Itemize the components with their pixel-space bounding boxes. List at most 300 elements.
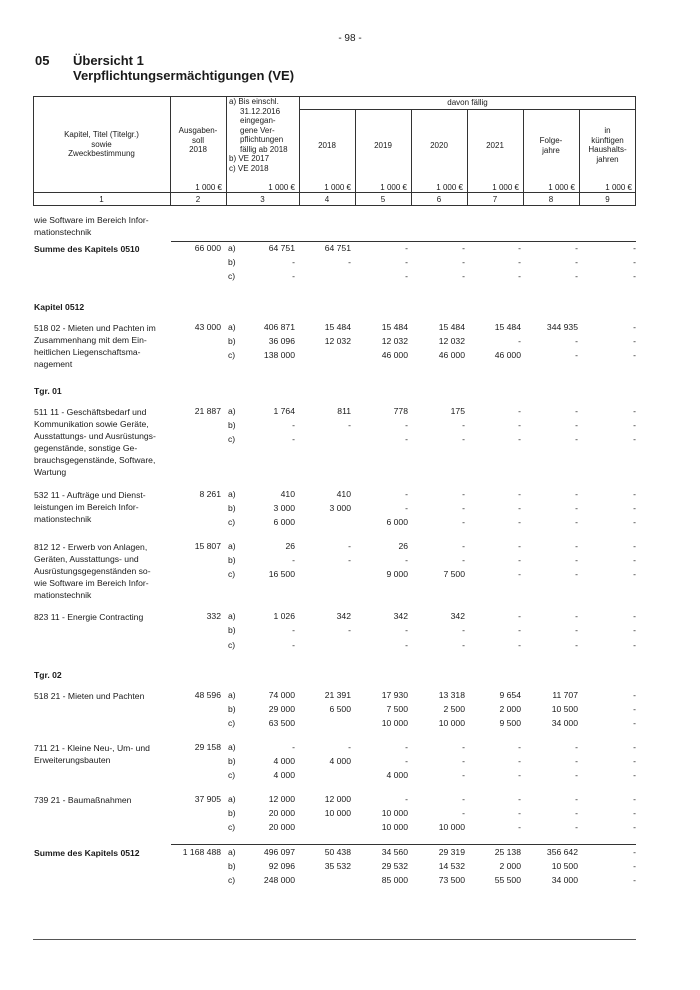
header-colnum: 8 <box>548 195 554 204</box>
row-value: 14 532 <box>438 860 465 871</box>
row-value: 20 000 <box>268 822 295 833</box>
row-value: 46 000 <box>438 349 465 360</box>
row-value: - <box>518 611 521 622</box>
row-label <box>34 214 170 238</box>
header-col-ve-line: eingegan- <box>240 116 276 125</box>
header-folge-line: jahre <box>542 145 560 155</box>
row-label-line: 739 21 - Baumaßnahmen <box>34 795 132 806</box>
row-label <box>34 541 170 601</box>
row-value: - <box>518 794 521 805</box>
row-value: - <box>518 625 521 636</box>
row-value: - <box>348 554 351 565</box>
row-value: - <box>575 794 578 805</box>
row-value: 6 000 <box>273 516 295 527</box>
row-value: - <box>518 756 521 766</box>
row-value: 1 026 <box>273 611 295 622</box>
row-value: - <box>348 625 351 636</box>
header-year-2019-line: 2019 <box>374 141 392 150</box>
row-key: c) <box>228 822 236 833</box>
row-value: 10 000 <box>438 822 465 833</box>
row-value: - <box>633 874 636 885</box>
row-value: - <box>292 257 295 268</box>
title-line-1: Übersicht 1 <box>73 53 144 68</box>
row-key: b) <box>228 625 236 636</box>
row-value: - <box>405 756 408 766</box>
row-value: 7 500 <box>386 703 408 714</box>
row-value: - <box>462 271 465 282</box>
row-value: - <box>633 770 636 781</box>
row-value: - <box>405 639 408 650</box>
row-soll: 332 <box>206 611 221 622</box>
header-unit: 1 000 € <box>605 183 632 192</box>
row-value: - <box>405 271 408 282</box>
row-value: - <box>518 639 521 650</box>
row-value: - <box>405 554 408 565</box>
header-top-border <box>33 96 636 97</box>
row-value: - <box>462 808 465 819</box>
row-value: - <box>348 257 351 268</box>
row-value: - <box>633 321 636 332</box>
row-value: 778 <box>393 405 408 416</box>
row-value: - <box>405 420 408 430</box>
row-label-line: Zusammenhang mit dem Ein- <box>34 334 147 345</box>
page-number: - 98 - <box>338 33 362 44</box>
page-title <box>73 53 294 83</box>
row-label-line: gegenstände, sonstige Ge- <box>34 443 138 454</box>
header-year-2018-line: 2018 <box>318 141 336 150</box>
row-value: - <box>462 488 465 499</box>
row-value: - <box>575 569 578 579</box>
row-value: - <box>575 349 578 360</box>
row-value: 15 484 <box>381 321 408 332</box>
row-value: - <box>575 808 578 819</box>
header-kuenftig <box>579 126 636 164</box>
row-value: 25 138 <box>494 846 521 857</box>
header-kuenftig-line: jahren <box>596 154 619 164</box>
row-value: - <box>633 822 636 833</box>
row-value: 17 930 <box>381 689 408 700</box>
row-label-line: Kommunikation sowie Geräte, <box>34 418 149 429</box>
header-col-soll <box>170 126 226 155</box>
row-value: 29 319 <box>438 846 465 857</box>
header-colnum: 4 <box>324 195 330 204</box>
row-value: 64 751 <box>324 243 351 254</box>
row-label-line: mationstechnik <box>34 227 92 238</box>
row-value: - <box>633 335 636 346</box>
header-col-ve-line: b) VE 2017 <box>229 154 270 163</box>
row-key: a) <box>228 741 236 752</box>
row-value: - <box>575 822 578 833</box>
row-key: a) <box>228 689 236 700</box>
row-key: c) <box>228 874 236 885</box>
row-value: - <box>633 846 636 857</box>
sum-rule <box>171 241 636 242</box>
row-value: - <box>462 243 465 254</box>
row-value: 342 <box>393 611 408 622</box>
row-value: - <box>405 794 408 805</box>
row-value: - <box>462 502 465 513</box>
row-value: 342 <box>336 611 351 622</box>
header-colnum: 9 <box>605 195 610 204</box>
row-value: - <box>633 554 636 565</box>
row-value: - <box>633 689 636 700</box>
row-key: c) <box>228 434 236 445</box>
row-value: - <box>633 569 636 579</box>
row-value: - <box>633 243 636 254</box>
row-value: 85 000 <box>381 874 408 885</box>
header-colnum: 5 <box>380 195 386 204</box>
header-col-label <box>33 130 170 159</box>
row-value: - <box>348 420 351 430</box>
row-value: - <box>405 488 408 499</box>
row-value: 55 500 <box>494 874 521 885</box>
row-label-line: brauchsgegenstände, Software, <box>34 455 156 466</box>
row-value: 138 000 <box>263 349 295 360</box>
row-value: 15 484 <box>438 321 465 332</box>
row-key: a) <box>228 794 236 805</box>
row-value: - <box>518 243 521 254</box>
row-value: 73 500 <box>438 874 465 885</box>
row-value: 11 707 <box>552 689 578 700</box>
header-year-2018 <box>299 141 355 151</box>
header-unit: 1 000 € <box>195 183 222 192</box>
row-value: 64 751 <box>268 243 295 254</box>
row-value: 1 764 <box>273 405 295 416</box>
row-label-line: 711 21 - Kleine Neu-, Um- und <box>34 742 150 753</box>
row-value: - <box>575 502 578 513</box>
row-value: 13 318 <box>438 689 465 700</box>
row-value: - <box>633 257 636 268</box>
row-value: - <box>405 502 408 513</box>
row-value: - <box>462 257 465 268</box>
header-col-label-line: Kapitel, Titel (Titelgr.) <box>64 130 139 139</box>
row-value: - <box>575 639 578 650</box>
row-value: - <box>292 271 295 282</box>
row-value: - <box>518 257 521 268</box>
row-value: 34 560 <box>381 846 408 857</box>
row-value: 4 000 <box>273 756 295 766</box>
row-value: 63 500 <box>268 717 295 728</box>
row-value: - <box>518 488 521 499</box>
header-year-2021-line: 2021 <box>486 141 504 150</box>
row-value: 496 097 <box>263 846 295 857</box>
row-value: 356 642 <box>546 846 578 857</box>
row-value: - <box>633 717 636 728</box>
row-value: - <box>462 741 465 752</box>
row-value: - <box>575 271 578 282</box>
row-value: - <box>633 808 636 819</box>
header-col-ve <box>229 97 297 173</box>
header-year-2020 <box>411 141 467 151</box>
row-key: b) <box>228 420 236 430</box>
row-value: - <box>405 243 408 254</box>
row-value: 36 096 <box>268 335 295 346</box>
row-value: - <box>518 502 521 513</box>
row-value: - <box>575 741 578 752</box>
row-value: - <box>462 540 465 551</box>
row-value: 92 096 <box>268 860 295 871</box>
row-label-line: 518 21 - Mieten und Pachten <box>34 690 145 701</box>
row-value: - <box>518 808 521 819</box>
row-value: 410 <box>336 488 351 499</box>
row-key: b) <box>228 756 236 766</box>
row-value: 10 500 <box>551 703 578 714</box>
row-value: 34 000 <box>551 717 578 728</box>
header-col-label-line: Zweckbestimmung <box>68 149 135 158</box>
row-value: - <box>633 703 636 714</box>
row-label <box>34 611 170 623</box>
row-soll: 43 000 <box>194 321 221 332</box>
row-value: - <box>575 243 578 254</box>
row-value: 12 032 <box>438 335 465 346</box>
row-value: - <box>575 257 578 268</box>
row-label <box>34 243 170 255</box>
row-value: - <box>633 349 636 360</box>
header-unit-divider <box>33 192 636 193</box>
row-value: - <box>518 540 521 551</box>
row-soll: 1 168 488 <box>182 846 221 857</box>
header-unit: 1 000 € <box>548 183 575 192</box>
row-label-line: Summe des Kapitels 0510 <box>34 244 140 255</box>
row-value: - <box>575 516 578 527</box>
row-key: c) <box>228 516 236 527</box>
row-value: 74 000 <box>268 689 295 700</box>
row-value: 10 000 <box>381 717 408 728</box>
section-heading: Tgr. 02 <box>34 669 62 680</box>
row-label-line: Ausstattungs- und Ausrüstungs- <box>34 431 156 442</box>
row-value: - <box>462 516 465 527</box>
row-key: a) <box>228 540 236 551</box>
row-label <box>34 489 170 525</box>
row-value: - <box>292 639 295 650</box>
row-label <box>34 690 170 702</box>
footer-divider <box>33 939 636 940</box>
row-value: 12 000 <box>324 794 351 805</box>
header-year-2020-line: 2020 <box>430 141 448 150</box>
row-value: 4 000 <box>273 770 295 781</box>
row-value: 12 000 <box>268 794 295 805</box>
row-value: 29 000 <box>268 703 295 714</box>
row-value: 12 032 <box>381 335 408 346</box>
row-value: - <box>518 741 521 752</box>
header-davon <box>299 98 636 108</box>
section-number: 05 <box>35 53 50 68</box>
row-value: 46 000 <box>494 349 521 360</box>
row-key: a) <box>228 488 236 499</box>
row-value: 10 000 <box>324 808 351 819</box>
row-soll: 21 887 <box>194 405 221 416</box>
header-col-ve-line: a) Bis einschl. <box>229 97 279 106</box>
row-value: - <box>292 741 295 752</box>
row-value: 26 <box>398 540 408 551</box>
row-value: 406 871 <box>263 321 295 332</box>
row-soll: 66 000 <box>194 243 221 254</box>
row-value: - <box>462 639 465 650</box>
row-key: c) <box>228 349 236 360</box>
row-label-line: wie Software im Bereich Infor- <box>34 578 149 589</box>
row-value: - <box>518 554 521 565</box>
header-col-ve-line: 31.12.2016 <box>240 106 281 116</box>
row-value: - <box>518 271 521 282</box>
row-value: 35 532 <box>324 860 351 871</box>
row-value: - <box>575 405 578 416</box>
row-value: 10 000 <box>381 808 408 819</box>
row-value: - <box>462 420 465 430</box>
row-label-line: 518 02 - Mieten und Pachten im <box>34 322 156 333</box>
row-label <box>34 742 170 766</box>
row-label-line: mationstechnik <box>34 590 92 601</box>
row-value: - <box>462 770 465 781</box>
row-value: - <box>405 625 408 636</box>
row-value: - <box>575 335 578 346</box>
row-value: - <box>575 488 578 499</box>
header-year-2019 <box>355 141 411 151</box>
row-label <box>34 794 170 806</box>
row-label-line: nagement <box>34 358 73 369</box>
row-value: 10 000 <box>381 822 408 833</box>
row-value: - <box>575 540 578 551</box>
row-value: - <box>633 271 636 282</box>
row-value: - <box>633 516 636 527</box>
row-key: b) <box>228 554 236 565</box>
header-unit: 1 000 € <box>324 183 351 192</box>
header-year-2021 <box>467 141 523 151</box>
row-label <box>34 322 170 370</box>
row-value: - <box>575 420 578 430</box>
row-value: 9 500 <box>499 717 521 728</box>
row-value: - <box>518 420 521 430</box>
header-folge <box>523 136 579 155</box>
row-value: - <box>518 434 521 445</box>
row-label-line: leistungen im Bereich Infor- <box>34 501 139 512</box>
row-value: - <box>292 434 295 445</box>
row-value: - <box>633 625 636 636</box>
row-label-line: 823 11 - Energie Contracting <box>34 612 144 623</box>
row-value: - <box>633 540 636 551</box>
row-value: 15 484 <box>494 321 521 332</box>
row-key: b) <box>228 502 236 513</box>
sum-rule <box>171 844 636 845</box>
section-heading: Tgr. 01 <box>34 385 62 396</box>
row-value: - <box>633 741 636 752</box>
row-value: - <box>405 741 408 752</box>
row-value: - <box>292 554 295 565</box>
header-davon-line: davon fällig <box>447 98 488 107</box>
header-colnum: 3 <box>260 195 265 204</box>
row-value: 344 935 <box>546 321 578 332</box>
row-key: a) <box>228 243 236 254</box>
row-value: - <box>348 540 351 551</box>
row-label-line: Erweiterungsbauten <box>34 754 111 765</box>
header-col-soll-line: soll <box>191 135 204 145</box>
row-key: b) <box>228 335 236 346</box>
row-value: 46 000 <box>381 349 408 360</box>
header-unit: 1 000 € <box>436 183 463 192</box>
row-label-line: Summe des Kapitels 0512 <box>34 847 140 858</box>
row-value: - <box>518 516 521 527</box>
header-folge-line: Folge- <box>539 136 563 145</box>
header-col-soll-line: Ausgaben- <box>178 126 218 135</box>
row-key: b) <box>228 808 236 819</box>
header-colnum: 2 <box>195 195 201 204</box>
header-col-soll-line: 2018 <box>189 145 207 154</box>
row-value: - <box>633 794 636 805</box>
row-key: a) <box>228 846 236 857</box>
row-value: 248 000 <box>263 874 295 885</box>
row-value: 6 500 <box>329 703 351 714</box>
row-value: 410 <box>280 488 295 499</box>
row-value: - <box>462 625 465 636</box>
header-colnum: 1 <box>99 195 104 204</box>
header-col-ve-line: gene Ver- <box>240 125 275 135</box>
row-value: - <box>633 756 636 766</box>
row-key: a) <box>228 321 236 332</box>
row-value: - <box>633 434 636 445</box>
row-value: 34 000 <box>551 874 578 885</box>
header-bottom-border <box>33 205 636 206</box>
row-label <box>34 406 170 479</box>
row-value: 9 000 <box>386 569 408 579</box>
row-value: - <box>518 569 521 579</box>
row-value: 3 000 <box>273 502 295 513</box>
row-value: 4 000 <box>386 770 408 781</box>
row-value: 3 000 <box>329 502 351 513</box>
row-key: a) <box>228 611 236 622</box>
header-kuenftig-line: künftigen <box>591 135 624 145</box>
row-value: 2 500 <box>443 703 465 714</box>
title-line-2: Verpflichtungsermächtigungen (VE) <box>73 68 295 83</box>
header-col-ve-line: c) VE 2018 <box>229 163 269 173</box>
row-value: 21 391 <box>324 689 351 700</box>
row-soll: 48 596 <box>194 689 221 700</box>
row-value: - <box>575 611 578 622</box>
row-label-line: heitlichen Liegenschaftsma- <box>34 346 141 357</box>
row-value: - <box>518 822 521 833</box>
header-unit: 1 000 € <box>268 183 295 192</box>
row-key: c) <box>228 717 236 728</box>
row-key: c) <box>228 569 236 579</box>
row-value: - <box>575 554 578 565</box>
row-value: - <box>633 405 636 416</box>
row-value: - <box>633 420 636 430</box>
row-value: - <box>405 257 408 268</box>
row-label-line: Ausrüstungsgegenständen so- <box>34 565 151 576</box>
row-label-line: 532 11 - Aufträge und Dienst- <box>34 489 146 500</box>
row-label-line: wie Software im Bereich Infor- <box>34 215 149 225</box>
row-label-line: 511 11 - Geschäftsbedarf und <box>34 406 147 417</box>
row-value: - <box>292 625 295 636</box>
row-value: - <box>575 434 578 445</box>
header-kuenftig-line: in <box>604 126 611 135</box>
row-value: 50 438 <box>324 846 351 857</box>
header-unit: 1 000 € <box>380 183 407 192</box>
row-soll: 15 807 <box>194 540 221 551</box>
row-value: - <box>462 794 465 805</box>
row-key: c) <box>228 639 236 650</box>
row-value: 6 000 <box>386 516 408 527</box>
row-value: - <box>292 420 295 430</box>
header-colnum: 6 <box>436 195 442 204</box>
row-value: 29 532 <box>381 860 408 871</box>
row-value: 10 000 <box>438 717 465 728</box>
row-value: - <box>462 756 465 766</box>
row-value: - <box>462 434 465 445</box>
row-value: 9 654 <box>499 689 521 700</box>
table-header <box>33 96 636 206</box>
row-value: 342 <box>450 611 465 622</box>
row-value: 175 <box>450 405 465 416</box>
row-value: 811 <box>337 405 351 416</box>
